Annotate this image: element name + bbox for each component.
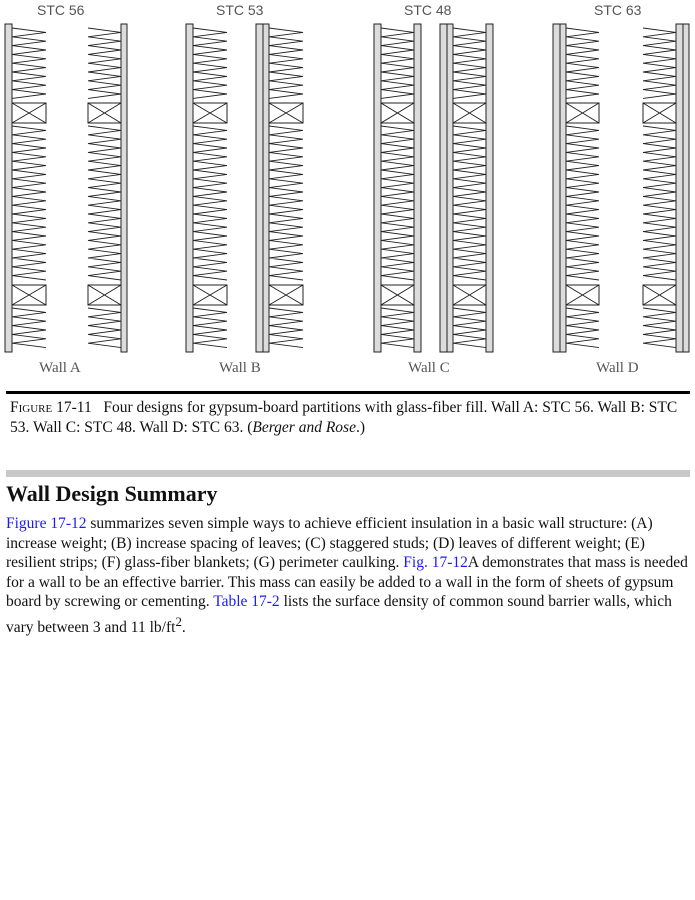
glass-fiber-fill (643, 28, 676, 98)
gypsum-board (186, 24, 193, 352)
caption-end: .) (355, 419, 366, 436)
wall-figure (0, 0, 695, 388)
glass-fiber-fill (453, 28, 486, 98)
figure-divider (6, 391, 690, 394)
gypsum-board (683, 24, 689, 352)
section-heading: Wall Design Summary (6, 481, 218, 506)
gypsum-board (486, 24, 493, 352)
gypsum-board (560, 24, 566, 352)
gypsum-board (553, 24, 560, 352)
caption-text: Four designs for gypsum-board partitions with glass-fiber fill. Wall A: STC 56. Wall B: STC 53. Wall C: STC 48. Wall D: STC 63. ( (10, 399, 678, 436)
wall-b-stc: STC 53 (216, 2, 264, 18)
gypsum-board (5, 24, 12, 352)
gypsum-board (121, 24, 127, 352)
paragraph-part-1: summarizes seven simple ways to achieve efficient insulation in a basic wall structure: (A) increase weight; (B) increase spacing of leaves; (C) staggered studs; (D) leaves of different weight; (E) resilient strips; (F) glass-fiber blankets; (G) perimeter caulking. (6, 515, 653, 571)
paragraph-part-4: . (181, 618, 186, 636)
glass-fiber-fill (269, 28, 303, 98)
gypsum-board (447, 24, 453, 352)
glass-fiber-fill (193, 28, 227, 98)
paragraph-part-2: A demonstrates that mass is needed for a wall to be an effective barrier. This mass can easily be added to a wall in the form of sheets of gypsum board by screwing or cementing. (6, 554, 688, 610)
glass-fiber-fill (643, 308, 676, 348)
wall-c-stc: STC 48 (404, 2, 452, 18)
glass-fiber-fill (193, 126, 227, 280)
wall-sections-drawing (0, 0, 695, 388)
glass-fiber-fill (269, 126, 303, 280)
glass-fiber-fill (381, 126, 414, 280)
paragraph-part-3: lists the surface density of common sound barrier walls, which vary between 3 and 11 lb/ft (6, 593, 672, 636)
fig-17-12-link[interactable]: Fig. 17-12 (403, 554, 468, 571)
wall-a-label: Wall A (39, 360, 81, 376)
glass-fiber-fill (381, 308, 414, 348)
wall-a-stc: STC 56 (37, 2, 85, 18)
section-paragraph (6, 514, 690, 637)
figure-caption (10, 398, 685, 438)
section-separator (6, 470, 690, 477)
caption-source: Berger and Rose (252, 419, 356, 436)
gypsum-board (256, 24, 263, 352)
caption-label: Figure 17-11 (10, 399, 92, 416)
superscript-2: 2 (175, 613, 182, 629)
gypsum-board (263, 24, 269, 352)
glass-fiber-fill (566, 126, 599, 280)
table-17-2-link[interactable]: Table 17-2 (213, 593, 280, 610)
wall-b-label: Wall B (219, 360, 261, 376)
gypsum-board (676, 24, 683, 352)
glass-fiber-fill (269, 308, 303, 348)
glass-fiber-fill (88, 126, 121, 280)
glass-fiber-fill (12, 28, 46, 98)
wall-d-stc: STC 63 (594, 2, 642, 18)
glass-fiber-fill (453, 126, 486, 280)
glass-fiber-fill (88, 28, 121, 98)
glass-fiber-fill (193, 308, 227, 348)
glass-fiber-fill (453, 308, 486, 348)
gypsum-board (414, 24, 421, 352)
figure-17-12-link[interactable]: Figure 17-12 (6, 515, 87, 532)
glass-fiber-fill (88, 308, 121, 348)
glass-fiber-fill (566, 308, 599, 348)
glass-fiber-fill (643, 126, 676, 280)
glass-fiber-fill (12, 126, 46, 280)
glass-fiber-fill (566, 28, 599, 98)
glass-fiber-fill (381, 28, 414, 98)
wall-c-label: Wall C (408, 360, 450, 376)
wall-d-label: Wall D (596, 360, 639, 376)
glass-fiber-fill (12, 308, 46, 348)
gypsum-board (440, 24, 447, 352)
gypsum-board (374, 24, 381, 352)
